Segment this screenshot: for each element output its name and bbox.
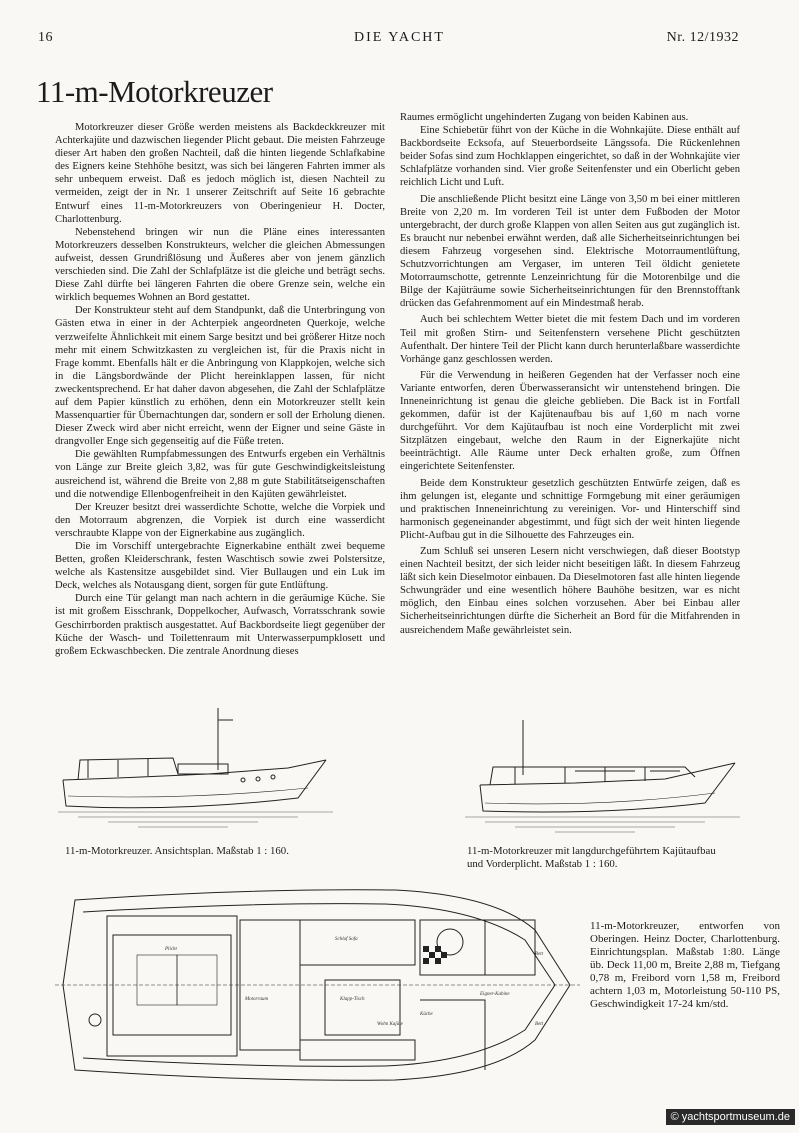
paragraph: Die anschließende Plicht besitzt eine Länge von 3,50 m bei einer mittleren Breite von 2,20 m. Im vorderen Teil ist unter dem Fußboden der Motor untergebracht, der durch große Klappen von allen Seiten aus gut zugänglich ist. Es braucht nur nebenbei erwähnt werden, daß alle Sicherheitseinrichtungen bei diesem Fahrzeug vorgesehen sind. Elektrische Motorraumentlüftung, Schutzvorrichtungen am Vergaser, im unteren Teil öldicht genietete Motorraumschotte, getrennte Lenzeinrichtung für die Motorenbilge und die Bilge der Kajüträume sowie Sicherheitseinrichtungen für den Brennstofftank drücken das Gefahrenmoment auf ein Mindestmaß herab. [400,193,740,310]
plan-label: Bett [535,952,544,957]
paragraph: Die gewählten Rumpfabmessungen des Entwurfs ergeben ein Verhältnis von Länge zur Breite gleich 3,82, was für gute Geschwindigkeitsleistung ausreichend ist, während die Breite von 2,88 m gute Stabilitätseigenschaften und die notwendige Ellenbogenfreiheit in den Kajüten gewährleistet. [55,449,385,500]
paragraph: Zum Schluß sei unseren Lesern nicht verschwiegen, daß dieser Bootstyp einen Nachteil besitzt, der sich leider nicht beseitigen läßt. In diesem Fahrzeug läßt sich kein Dieselmotor einbauen. Da Dieselmotoren fast alle hinten liegende Schwungräder und eine wesentlich höhere Bauhöhe besitzen, war es nicht möglich, den Einbau eines solchen vorzusehen. Aber bei Einbau aller Sicherheitseinrichtungen dürfte die Sicherheit an Bord für die Mitfahrenden in ausreichendem Maße gewährleistet sein. [400,546,740,636]
watermark: © yachtsportmuseum.de [666,1109,795,1125]
plan-label: Eigner-Kabine [480,992,510,997]
paragraph: Der Konstrukteur steht auf dem Standpunkt, daß die Unterbringung von Gästen etwa in einer in der Achterpiek angeordneten Querkoje, welche verzweifelte Ähnlichkeit mit einem Sarge besitzt und bei größerer Hitze noch mehr mit einem Schwitzkasten zu vergleichen ist, für die Praxis nicht in Frage kommt. Ebenfalls hält er die Anbringung von Klappkojen, welche sich in die Längsbordwände der Plicht hereinklappen lassen, für nicht zweckentsprechend. Er hat daher davon abgesehen, die Zahl der Schlafplätze auf dem Papier künstlich zu erhöhen, denn ein Motorkreuzer stellt kein Massenquartier für Übernachtungen dar, sondern er soll der Erholung dienen. Dieser Zweck wird aber nicht erreicht, wenn der Eigner und seine Gäste in drangvoller Enge sich gegenseitig auf die Füße treten. [55,305,385,448]
plan-label: Motorraum [245,997,269,1002]
paragraph: Nebenstehend bringen wir nun die Pläne eines interessanten Motorkreuzers desselben Konstrukteurs, welcher die gleichen Abmessungen aufweist, dessen Grundrißlösung und Äußeres aber von jenem gänzlich verschieden sind. Die Zahl der Schlafplätze ist die gleiche und beträgt sechs. Diese Zahl dürfte bei längeren Fahrten die obere Grenze sein, welche ein wirklich bequemes Wohnen an Bord gestattet. [55,226,385,304]
article-title: 11-m-Motorkreuzer [36,74,273,109]
paragraph: Der Kreuzer besitzt drei wasserdichte Schotte, welche die Vorpiek und den Motorraum abgrenzen, die Vorpiek ist durch eine wasserdicht verschraubte Klappe von der Eignerkabine aus zugänglich. [55,501,385,539]
plan-caption: 11-m-Motorkreuzer, entworfen von Oberingen. Heinz Docter, Charlottenburg. Einrichtungsplan. Maßstab 1:80. Länge üb. Deck 11,00 m, Breite 2,88 m, Tiefgang 0,78 m, Freibord vorn 1,58 m, Freibord achtern 1,03 m, Motorleistung 50-110 PS, Geschwindigkeit 17-24 km/std. [590,920,780,1010]
side-view-caption: 11-m-Motorkreuzer. Ansichtsplan. Maßstab 1 : 160. [65,845,289,857]
paragraph: Motorkreuzer dieser Größe werden meistens als Backdeckkreuzer mit Achterkajüte und dazwischen liegender Plicht gebaut. Die meisten Fahrzeuge dieser Art haben den großen Nachteil, daß die hinten liegende Schlafkabine des Eigners keine Stehhöhe besitzt, was sich bei längeren Fahrten immer als sehr unbequem erweist. Daß es jedoch möglich ist, diesen Nachteil zu vermeiden, zeigt der in Nr. 1 unserer Zeitschrift auf Seite 16 gebrachte Entwurf eines 11-m-Motorkreuzers von Oberingenieur H. Docter, Charlottenburg. [55,122,385,225]
paragraph: Beide dem Konstrukteur gesetzlich geschützten Entwürfe zeigen, daß es ihm gelungen ist, elegante und schnittige Formgebung mit einer geräumigen und praktischen Inneneinrichtung zu vereinigen. Vor- und Hinterschiff sind harmonisch gegeneinander abgestimmt, und fügt sich der weit hinten liegende Plicht-Aufbau gut in die Silhouette des Fahrzeuges ein. [400,477,740,541]
plan-label: Klapp-Tisch [340,997,365,1002]
page-number: 16 [38,30,53,45]
plan-label: Wohn Kajüte [377,1022,403,1027]
paragraph: Die im Vorschiff untergebrachte Eignerkabine enthält zwei bequeme Betten, großen Kleiderschrank, festen Waschtisch sowie zwei Polstersitze, welche als Kastensitze ausgebildet sind. Vier Bullaugen und ein Luk im Deck, welches als Notausgang dient, sorgen für gute Entlüftung. [55,541,385,592]
plan-label: Plicht [165,947,177,952]
paragraph: Eine Schiebetür führt von der Küche in die Wohnkajüte. Diese enthält auf Backbordseite Ecksofa, auf Steuerbordseite Längssofa. Die Rückenlehnen beider Sofas sind zum Hochklappen eingerichtet, so daß in der Wohnkajüte vier Schlafplätze vorhanden sind. Vier große Seitenfenster und ein Oberlicht geben reichlich Licht und Luft. [400,125,740,189]
variant-side-view-drawing [455,715,740,840]
left-column [55,121,385,658]
interior-plan-drawing [55,880,580,1090]
paragraph: Durch eine Tür gelangt man nach achtern in die geräumige Küche. Sie ist mit großem Eisschrank, Doppelkocher, Aufwasch, Vorratsschrank sowie Geschirrborden praktisch ausgestattet. Auf Backbordseite liegt gegenüber der Küche der Wasch- und Toilettenraum mit Unterwasserpumpklosett und großem Eckwaschbecken. Die zentrale Anordnung dieses [55,593,385,657]
right-column [400,111,740,637]
paragraph: Auch bei schlechtem Wetter bietet die mit festem Dach und im vorderen Teil mit großen Stirn- und Seitenfenstern versehene Plicht geschützten Aufenthalt. Der hintere Teil der Plicht kann durch herunterlaßbare wasserdichte Vorhänge ganz geschlossen werden. [400,314,740,365]
galley-floor-pattern [423,946,447,964]
plan-label: Bett [535,1022,544,1027]
issue-number: Nr. 12/1932 [666,30,739,45]
paragraph: Raumes ermöglicht ungehinderten Zugang von beiden Kabinen aus. [400,112,689,123]
paragraph: Für die Verwendung in heißeren Gegenden hat der Verfasser noch eine Variante entworfen, deren Überwasseransicht wir untenstehend bringen. Die Inneneinrichtung ist genau die gleiche geblieben. Die Back ist in Fortfall gekommen, dafür ist der Kajütenaufbau bis auf 1,60 m nach vorne durchgeführt. Vor dem Kajütaufbau ist noch eine Vorderplicht mit zwei Sitzplätzen eingebaut, welche den Raum in der Eignerkajüte nicht beeinträchtigt. Alle Räume unter Deck erhalten große, zum Öffnen eingerichtete Seitenfenster. [400,369,740,473]
variant-view-caption: 11-m-Motorkreuzer mit langdurchgeführtem Kajütaufbau und Vorderplicht. Maßstab 1 : 160. [467,845,716,870]
magazine-name: DIE YACHT [354,30,445,45]
plan-label: Küche [420,1012,433,1017]
side-view-drawing [58,700,333,835]
plan-label: Schlaf Sofa [335,937,358,942]
